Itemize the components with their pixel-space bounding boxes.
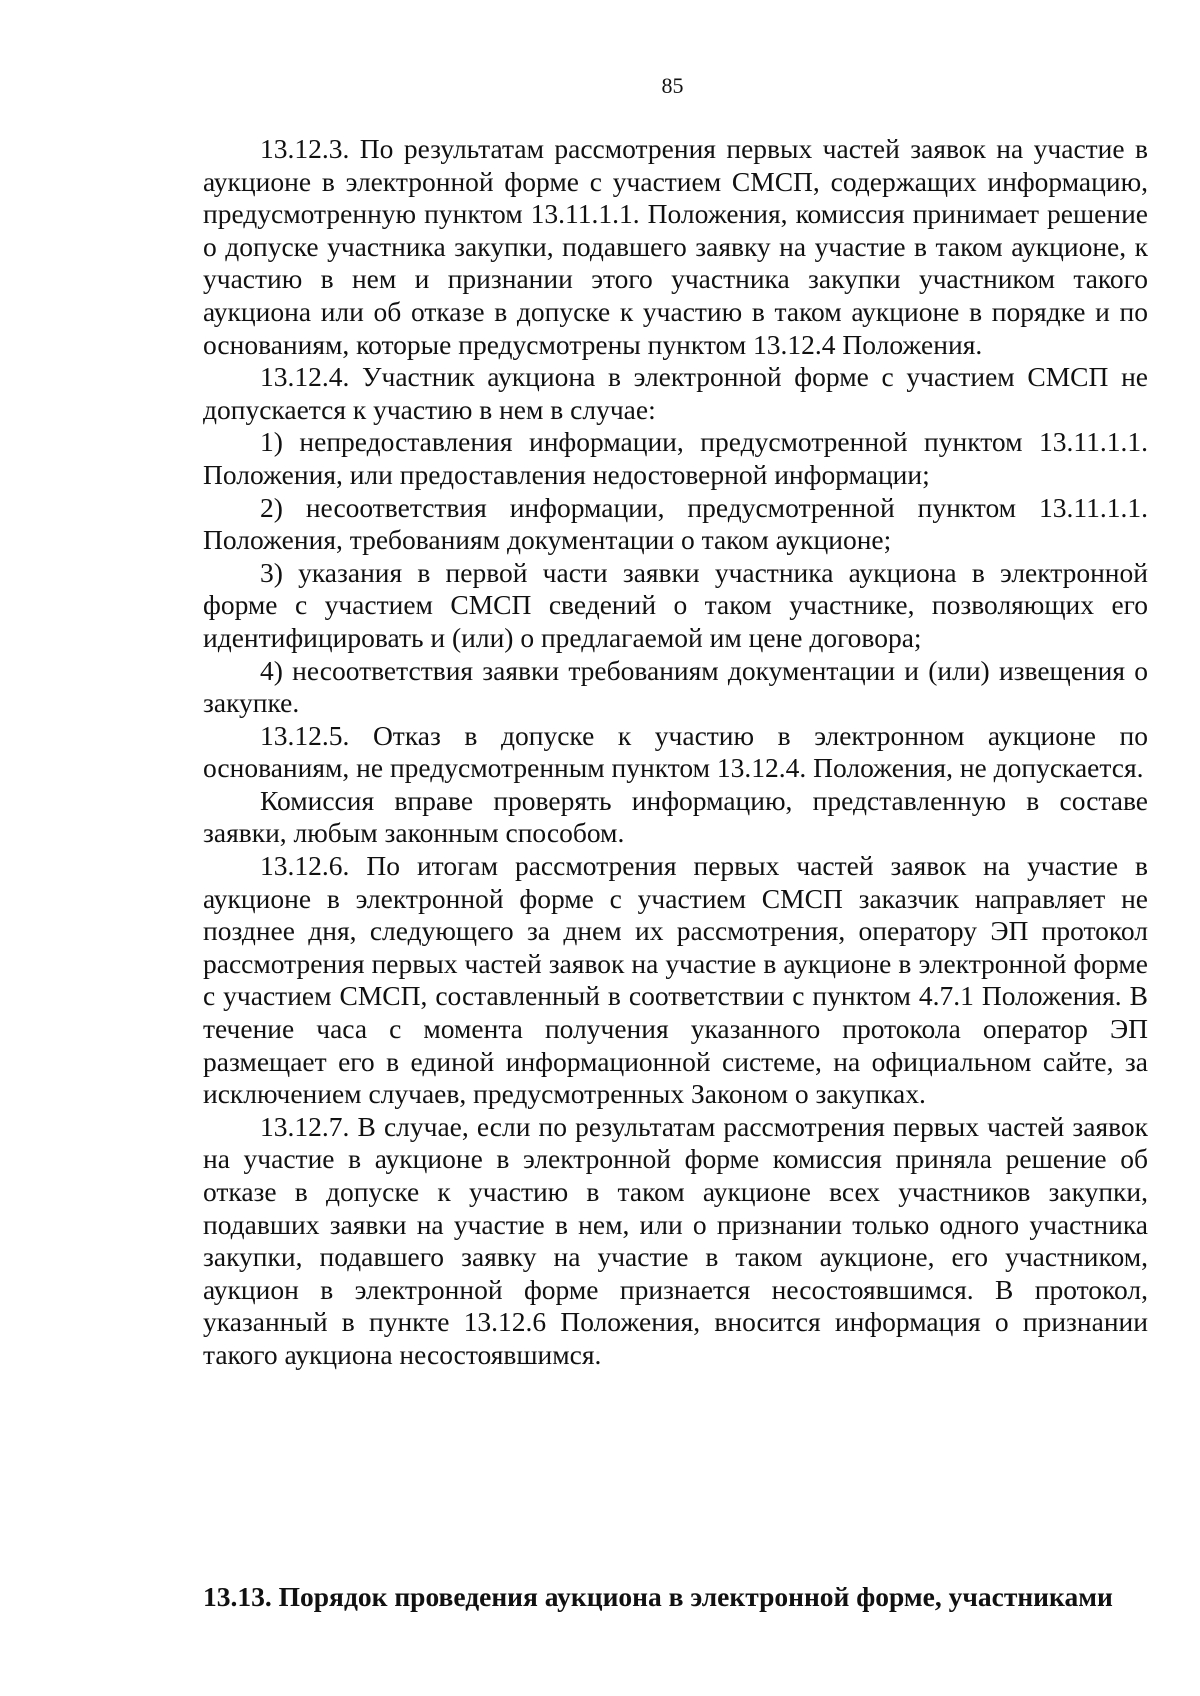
- paragraph-13-12-4: 13.12.4. Участник аукциона в электронной форме с участием СМСП не допускается к участию в нем в случае:: [203, 361, 1148, 425]
- paragraph-13-12-6: 13.12.6. По итогам рассмотрения первых частей заявок на участие в аукционе в электронной форме с участием СМСП заказчик направляет не позднее дня, следующего за днем их рассмотрения, оператору ЭП протокол рассмотрения первых частей заявок на участие в аукционе в электронной форме с участием СМСП, составленный в соответствии с пунктом 4.7.1 Положения. В течение часа с момента получения указанного протокола оператор ЭП размещает его в единой информационной системе, на официальном сайте, за исключением случаев, предусмотренных Законом о закупках.: [203, 850, 1148, 1110]
- list-item-1: 1) непредоставления информации, предусмотренной пунктом 13.11.1.1. Положения, или предоставления недостоверной информации;: [203, 426, 1148, 490]
- paragraph-13-12-7: 13.12.7. В случае, если по результатам рассмотрения первых частей заявок на участие в аукционе в электронной форме комиссия приняла решение об отказе в допуске к участию в таком аукционе всех участников закупки, подавших заявки на участие в нем, или о признании только одного участника закупки, подавшего заявку на участие в таком аукционе, его участником, аукцион в электронной форме признается несостоявшимся. В протокол, указанный в пункте 13.12.6 Положения, вносится информация о признании такого аукциона несостоявшимся.: [203, 1110, 1148, 1370]
- list-item-2: 2) несоответствия информации, предусмотренной пунктом 13.11.1.1. Положения, требованиям документации о таком аукционе;: [203, 491, 1148, 556]
- section-heading: 13.13. Порядок проведения аукциона в электронной форме, участниками: [203, 1581, 1113, 1612]
- document-body: [203, 133, 1148, 1372]
- paragraph-13-12-3: 13.12.3. По результатам рассмотрения первых частей заявок на участие в аукционе в электронной форме с участием СМСП, содержащих информацию, предусмотренную пунктом 13.11.1.1. Положения, комиссия принимает решение о допуске участника закупки, подавшего заявку на участие в таком аукционе, к участию в нем и признании этого участника закупки участником такого аукциона или об отказе в допуске к участию в таком аукционе в порядке и по основаниям, которые предусмотрены пунктом 13.12.4 Положения.: [203, 133, 1148, 360]
- paragraph-13-12-5: 13.12.5. Отказ в допуске к участию в электронном аукционе по основаниям, не предусмотренным пунктом 13.12.4. Положения, не допускается.: [203, 719, 1148, 784]
- page-number: 85: [661, 73, 684, 98]
- paragraph-commission: Комиссия вправе проверять информацию, представленную в составе заявки, любым законным способом.: [203, 784, 1148, 849]
- list-item-3: 3) указания в первой части заявки участника аукциона в электронной форме с участием СМСП сведений о таком участнике, позволяющих его идентифицировать и (или) о предлагаемой им цене договора;: [203, 556, 1148, 653]
- list-item-4: 4) несоответствия заявки требованиям документации и (или) извещения о закупке.: [203, 654, 1148, 719]
